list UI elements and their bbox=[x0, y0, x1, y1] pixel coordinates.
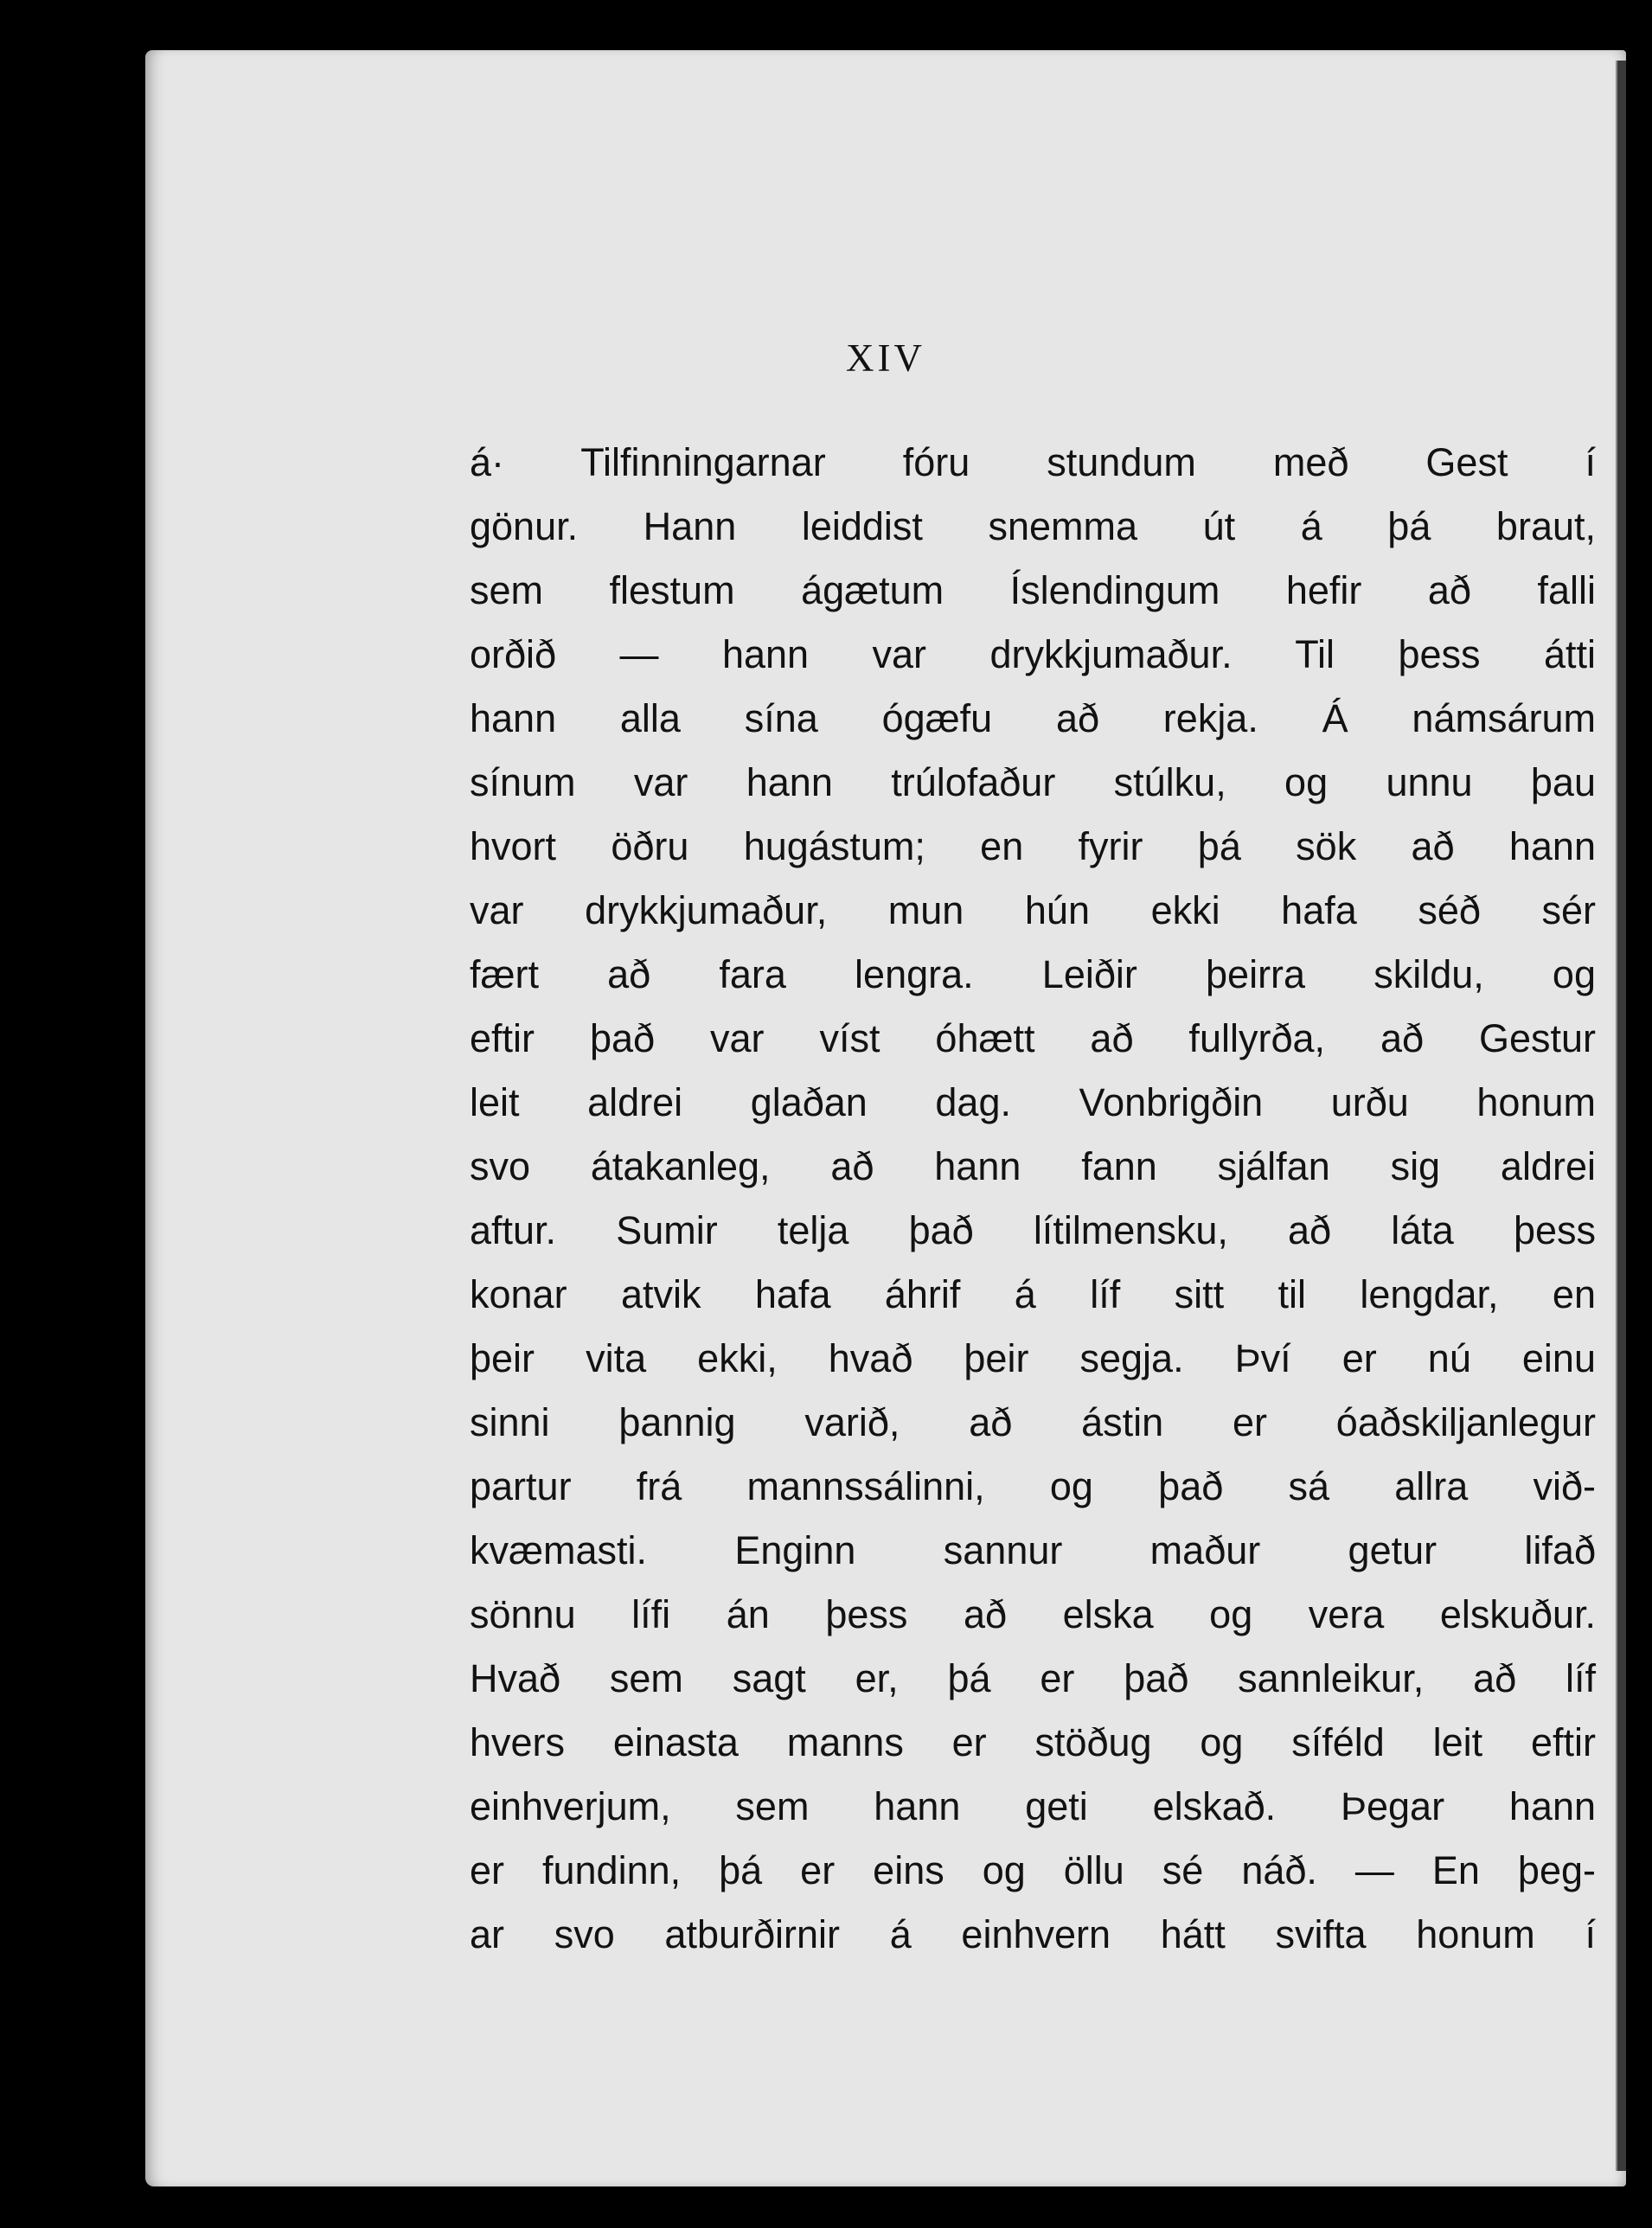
text-line: er fundinn, þá er eins og öllu sé náð. — En þeg- bbox=[470, 1848, 1596, 1892]
text-line: leit aldrei glaðan dag. Vonbrigðin urðu honum bbox=[470, 1080, 1596, 1124]
text-line: þeir vita ekki, hvað þeir segja. Því er nú einu bbox=[470, 1336, 1596, 1380]
text-line: Hvað sem sagt er, þá er það sannleikur, að líf bbox=[470, 1656, 1596, 1700]
text-line: konar atvik hafa áhrif á líf sitt til lengdar, en bbox=[470, 1272, 1596, 1316]
text-line: var drykkjumaður, mun hún ekki hafa séð sér bbox=[470, 888, 1596, 932]
text-line: hann alla sína ógæfu að rekja. Á námsárum bbox=[470, 696, 1596, 740]
text-line: sínum var hann trúlofaður stúlku, og unnu þau bbox=[470, 760, 1596, 804]
text-line: gönur. Hann leiddist snemma út á þá braut, bbox=[470, 504, 1596, 548]
text-line: kvæmasti. Enginn sannur maður getur lifað bbox=[470, 1528, 1596, 1572]
text-line: hvort öðru hugástum; en fyrir þá sök að hann bbox=[470, 824, 1596, 868]
text-line: sinni þannig varið, að ástin er óaðskiljanlegur bbox=[470, 1400, 1596, 1444]
page-number: XIV bbox=[846, 336, 925, 380]
text-line: hvers einasta manns er stöðug og síféld leit eftir bbox=[470, 1720, 1596, 1764]
text-line: aftur. Sumir telja það lítilmensku, að láta þess bbox=[470, 1208, 1596, 1252]
text-line: orðið — hann var drykkjumaður. Til þess átti bbox=[470, 632, 1596, 676]
text-line: ar svo atburðirnir á einhvern hátt svifta honum í bbox=[470, 1912, 1596, 1956]
text-line: partur frá mannssálinni, og það sá allra við- bbox=[470, 1464, 1596, 1508]
page-edge bbox=[1616, 61, 1626, 2171]
text-line: á· Tilfinningarnar fóru stundum með Gest í bbox=[470, 440, 1596, 484]
text-line: svo átakanleg, að hann fann sjálfan sig aldrei bbox=[470, 1144, 1596, 1188]
book-page bbox=[145, 50, 1626, 2186]
body-text bbox=[470, 431, 1596, 1967]
text-line: eftir það var víst óhætt að fullyrða, að Gestur bbox=[470, 1016, 1596, 1060]
text-line: sönnu lífi án þess að elska og vera elskuður. bbox=[470, 1592, 1596, 1636]
text-line: sem flestum ágætum Íslendingum hefir að falli bbox=[470, 568, 1596, 612]
text-line: einhverjum, sem hann geti elskað. Þegar hann bbox=[470, 1784, 1596, 1828]
text-line: fært að fara lengra. Leiðir þeirra skildu, og bbox=[470, 952, 1596, 996]
